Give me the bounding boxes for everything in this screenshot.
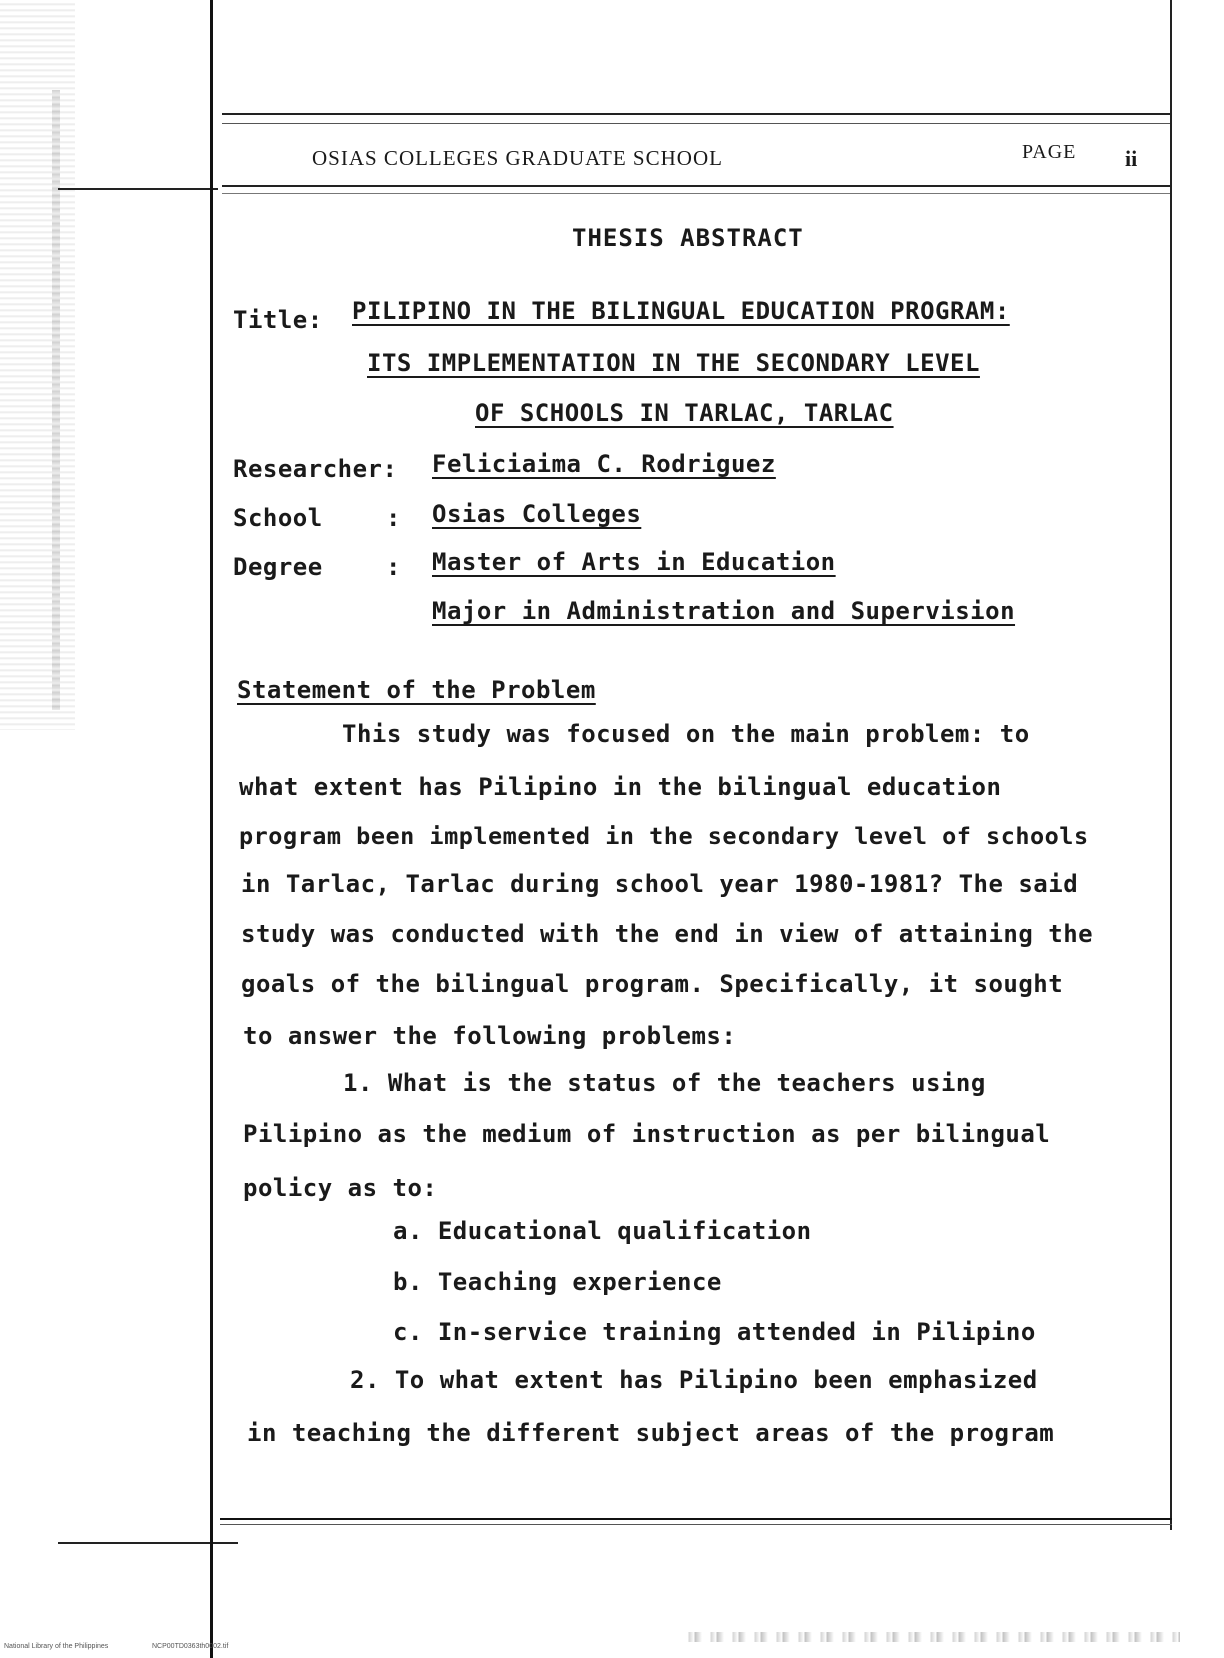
footer-file-code: NCP00TD0363th0002.tif	[152, 1643, 229, 1650]
scan-noise	[680, 1632, 1180, 1642]
degree-colon: :	[386, 553, 401, 581]
body-line: what extent has Pilipino in the bilingual education	[239, 773, 1002, 801]
header-rule-bottom	[222, 185, 1170, 187]
school-colon: :	[386, 504, 401, 532]
footer-rule	[220, 1518, 1172, 1520]
title-line-2: ITS IMPLEMENTATION IN THE SECONDARY LEVEL	[367, 349, 980, 377]
list-item: 2. To what extent has Pilipino been emphasized	[350, 1366, 1038, 1394]
left-border-line	[210, 0, 213, 1658]
degree-line-1: Master of Arts in Education	[432, 548, 836, 576]
degree-line-2: Major in Administration and Supervision	[432, 597, 1016, 625]
body-line: in Tarlac, Tarlac during school year 1980-1981? The said	[241, 870, 1079, 898]
researcher-name: Feliciaima C. Rodriguez	[432, 450, 776, 478]
margin-rule	[58, 188, 218, 190]
researcher-label: Researcher:	[233, 455, 398, 483]
sub-list-item: c. In-service training attended in Pilipino	[393, 1318, 1036, 1346]
header-page-label: PAGE	[1022, 141, 1077, 163]
school-name: Osias Colleges	[432, 500, 642, 528]
header-school-name: OSIAS COLLEGES GRADUATE SCHOOL	[312, 146, 723, 170]
abstract-heading: THESIS ABSTRACT	[572, 224, 804, 252]
body-line: Pilipino as the medium of instruction as per bilingual	[243, 1120, 1051, 1148]
header-rule-top	[222, 113, 1170, 115]
body-line: program been implemented in the secondary level of schools	[239, 822, 1089, 850]
school-label: School	[233, 504, 323, 532]
sub-list-item: b. Teaching experience	[393, 1268, 722, 1296]
footer-rule	[220, 1524, 1172, 1525]
right-border-line	[1170, 0, 1172, 1530]
body-line: goals of the bilingual program. Specifically, it sought	[241, 970, 1064, 998]
body-line: study was conducted with the end in view of attaining the	[241, 920, 1094, 948]
title-label: Title:	[233, 306, 323, 334]
sub-list-item: a. Educational qualification	[393, 1217, 812, 1245]
scan-edge-artifact	[0, 0, 75, 730]
degree-label: Degree	[233, 553, 323, 581]
page-number: ii	[1125, 146, 1138, 171]
title-line-1: PILIPINO IN THE BILINGUAL EDUCATION PROGRAM:	[352, 297, 1010, 325]
body-line: This study was focused on the main problem: to	[342, 720, 1030, 748]
body-line: in teaching the different subject areas of the program	[247, 1419, 1055, 1447]
footer-credit: National Library of the Philippines	[4, 1643, 109, 1650]
body-line: to answer the following problems:	[243, 1022, 737, 1050]
title-line-3: OF SCHOOLS IN TARLAC, TARLAC	[475, 399, 894, 427]
body-line: policy as to:	[243, 1174, 438, 1202]
section-heading: Statement of the Problem	[237, 676, 596, 704]
header-rule-top	[222, 123, 1170, 124]
list-item: 1. What is the status of the teachers using	[343, 1069, 986, 1097]
header-rule-bottom	[222, 193, 1170, 194]
